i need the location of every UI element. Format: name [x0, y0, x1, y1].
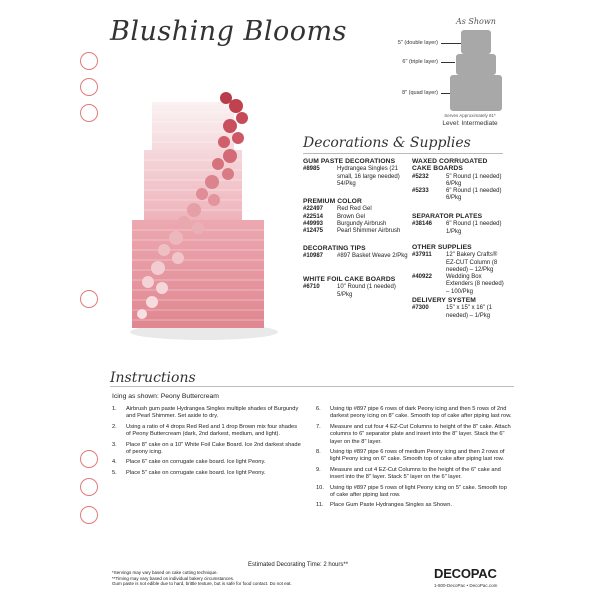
- product-code: #22514: [303, 213, 324, 220]
- footnote: **Timing may vary based on individual bakery circumstances.: [112, 575, 235, 581]
- product-desc: 10" Round (1 needed) 5/Pkg: [337, 284, 396, 298]
- supply-group-title: GUM PASTE DECORATIONS: [303, 158, 396, 165]
- leader-line: [441, 43, 461, 44]
- product-desc: Burgundy Airbrush: [337, 220, 387, 227]
- product-code: #5232: [412, 173, 429, 180]
- step-text: Measure and cut four 4 EZ-Cut Columns to height of the 8" cake. Attach columns to 6" separator plate and insert into the 8" layer. Stack the 6" layer on the 8" layer.: [330, 423, 511, 445]
- product-desc: Wedding Box Extenders (8 needed) – 100/Pkg: [446, 274, 504, 295]
- step-text: Using tip #897 pipe 5 rows of light Peony icing on 5" cake. Smooth top of cake after piping last row.: [330, 484, 507, 499]
- step-item: [316, 406, 512, 421]
- supply-group: [303, 245, 408, 261]
- instructions-heading: Instructions: [110, 370, 196, 386]
- as-shown-label: As Shown: [456, 17, 496, 26]
- step-text: Place 6" cake on corrugate cake board. Ice light Peony.: [126, 459, 266, 466]
- brand-logo: DECOPAC: [434, 566, 497, 581]
- product-desc: 15" x 15" x 16" (1 needed) – 1/Pkg: [446, 305, 493, 319]
- product-desc: Red Red Gel: [337, 206, 372, 213]
- product-code: #22497: [303, 206, 324, 213]
- leader-line: [441, 93, 450, 94]
- supply-group-title: SEPARATOR PLATES: [412, 213, 483, 220]
- product-code: #38146: [412, 221, 433, 228]
- section-divider: [110, 386, 514, 387]
- supply-group: [412, 213, 507, 236]
- step-number: 10.: [316, 484, 324, 491]
- product-code: #10987: [303, 253, 324, 260]
- step-text: Using tip #897 pipe 6 rows of dark Peony icing and then 5 rows of 2nd darkest peony icing on 8" cake. Smooth top of cake after piping last row.: [330, 406, 512, 420]
- supply-group: [412, 158, 507, 203]
- step-text: Place 8" cake on a 10" White Foil Cake Board. Ice 2nd darkest shade of peony icing.: [126, 441, 301, 456]
- footnote: *Servings may vary based on cake cutting technique.: [112, 570, 218, 575]
- step-item: [316, 449, 512, 464]
- step-item: [316, 467, 512, 482]
- step-item: [112, 406, 302, 421]
- step-text: Airbrush gum paste Hydrangea Singles multiple shades of Burgundy and Pearl Shimmer. Set aside to dry.: [126, 406, 299, 420]
- icing-note: Icing as shown: Peony Buttercream: [112, 393, 219, 400]
- tier-label-bottom: 8" (quad layer): [402, 90, 438, 96]
- level-text: Level: Intermediate: [442, 120, 498, 127]
- product-desc: #897 Basket Weave 2/Pkg: [337, 253, 408, 260]
- step-item: [316, 424, 512, 446]
- supply-group: [412, 297, 507, 320]
- step-item: [316, 502, 512, 509]
- supply-group-title: DECORATING TIPS: [303, 245, 366, 252]
- contact-line: 1-800-DecoPac • DecoPac.com: [434, 583, 498, 588]
- step-number: 4.: [112, 459, 117, 466]
- product-code: #7300: [412, 305, 429, 312]
- step-number: 2.: [112, 423, 117, 430]
- binder-hole: [80, 52, 98, 70]
- tier-label-middle: 6" (triple layer): [402, 59, 438, 65]
- step-item: [316, 485, 512, 500]
- step-text: Measure and cut 4 EZ-Cut Columns to the height of the 6" cake and insert into the 8" layer. Stack 5" layer on the 6" layer.: [330, 466, 501, 481]
- tier-diagram-top: [461, 30, 491, 54]
- product-desc: Hydrangea Singles (21 small, 16 large needed) 54/Pkg: [337, 166, 400, 187]
- cake-tier-bottom: [132, 220, 264, 328]
- step-text: Using tip #897 pipe 6 rows of medium Peony icing and then 2 rows of light Peony icing on 6" cake. Smooth top of cake after piping last row.: [330, 449, 505, 463]
- step-item: [112, 470, 302, 477]
- step-number: 11.: [316, 502, 324, 509]
- steps-list-right: [316, 406, 512, 513]
- supply-group: [303, 198, 408, 235]
- binder-hole: [80, 78, 98, 96]
- product-code: #8985: [303, 166, 320, 173]
- supply-group: [303, 158, 408, 188]
- supply-group: [303, 276, 408, 299]
- product-desc: 6" Round (1 needed) 1/Pkg: [446, 221, 502, 235]
- product-desc: Brown Gel: [337, 213, 366, 220]
- footnotes: [112, 570, 412, 587]
- leader-line: [441, 62, 455, 63]
- product-desc: 6" Round (1 needed) 6/Pkg: [446, 188, 502, 202]
- step-number: 8.: [316, 449, 321, 456]
- binder-hole: [80, 104, 98, 122]
- cake-photo: [118, 82, 298, 344]
- step-text: Using a ratio of 4 drops Red Red and 1 drop Brown mix four shades of Peony Buttercream (dark, 2nd darkest, medium, and light).: [126, 423, 298, 438]
- estimated-time: Estimated Decorating Time: 2 hours**: [248, 562, 349, 568]
- product-code: #37911: [412, 252, 432, 259]
- decorations-heading: Decorations & Supplies: [303, 135, 471, 151]
- step-number: 1.: [112, 406, 117, 412]
- step-number: 9.: [316, 466, 321, 473]
- binder-hole: [80, 290, 98, 308]
- product-code: #6710: [303, 284, 320, 291]
- product-desc: 5" Round (1 needed) 6/Pkg: [446, 173, 502, 187]
- step-item: [112, 459, 302, 466]
- step-number: 3.: [112, 441, 117, 448]
- cake-illustration: [118, 82, 298, 344]
- supply-group-title: PREMIUM COLOR: [303, 198, 362, 205]
- step-number: 7.: [316, 423, 321, 430]
- section-divider: [303, 153, 503, 154]
- product-code: #49993: [303, 220, 324, 227]
- serves-text: Serves Approximately 81*: [444, 113, 496, 118]
- footnote: Gum paste is not edible due to hard, brittle texture, but is safe for food contact. Do not eat.: [112, 581, 292, 586]
- page-title: Blushing Blooms: [110, 16, 347, 47]
- supply-group-title: WAXED CORRUGATED CAKE BOARDS: [412, 158, 488, 173]
- product-code: #40922: [412, 274, 433, 281]
- supply-group-title: OTHER SUPPLIES: [412, 244, 472, 251]
- product-desc: Pearl Shimmer Airbrush: [337, 228, 401, 235]
- binder-hole: [80, 506, 98, 524]
- tier-label-top: 5" (double layer): [397, 40, 438, 46]
- product-desc: 12" Bakery Crafts® EZ-CUT Column (8 needed) – 12/Pkg: [446, 252, 498, 273]
- binder-hole: [80, 450, 98, 468]
- supply-group-title: DELIVERY SYSTEM: [412, 297, 476, 304]
- product-code: #5233: [412, 188, 429, 195]
- binder-hole: [80, 478, 98, 496]
- tier-diagram-bottom: [450, 75, 502, 111]
- step-item: [112, 442, 302, 457]
- step-text: Place Gum Paste Hydrangea Singles as Shown.: [330, 502, 453, 509]
- step-text: Place 5" cake on corrugate cake board. Ice light Peony.: [126, 469, 266, 476]
- step-number: 6.: [316, 406, 321, 412]
- steps-list-left: [112, 406, 302, 480]
- supply-group-title: WHITE FOIL CAKE BOARDS: [303, 276, 396, 283]
- supply-group: [412, 244, 507, 296]
- step-item: [112, 424, 302, 439]
- product-code: #12475: [303, 228, 324, 235]
- tier-diagram-middle: [456, 54, 496, 75]
- step-number: 5.: [112, 469, 117, 476]
